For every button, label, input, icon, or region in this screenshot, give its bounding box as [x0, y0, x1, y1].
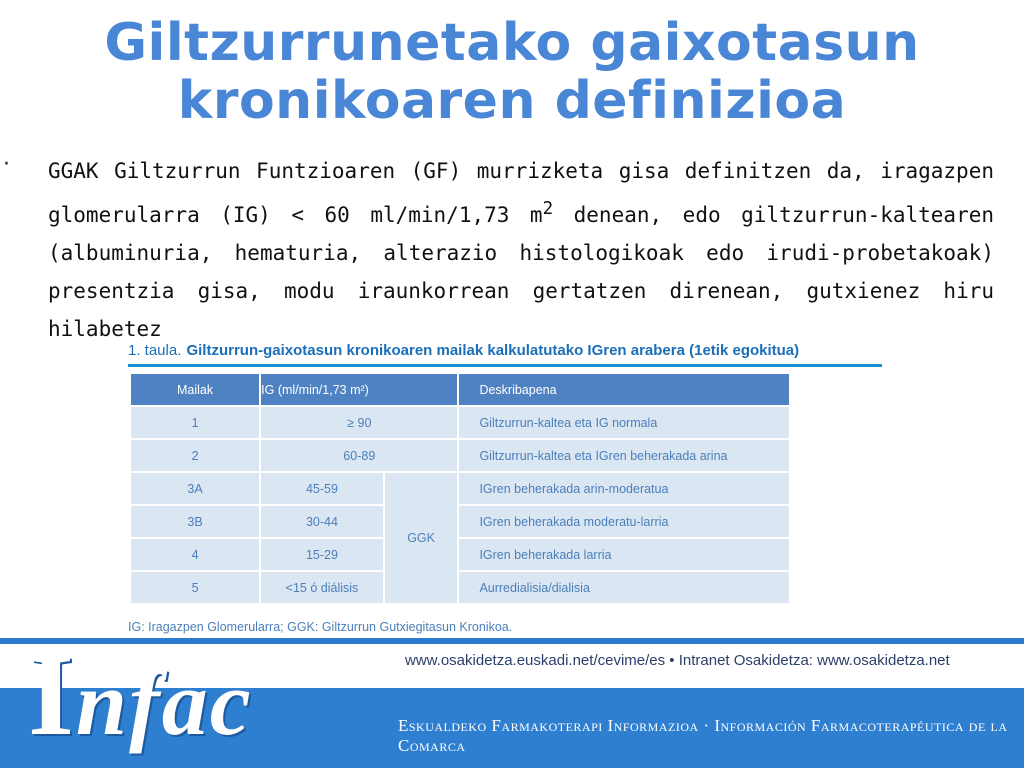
ig-cell: <15 ó diálisis [261, 572, 383, 603]
title-line-1: Giltzurrunetako gaixotasun [104, 13, 920, 73]
grade-cell: 1 [131, 407, 259, 438]
logo-initial: I [28, 629, 76, 760]
slide-title [0, 14, 1024, 130]
table-row [131, 506, 789, 537]
footer-links[interactable]: www.osakidetza.euskadi.net/cevime/es • Intranet Osakidetza: www.osakidetza.net [405, 652, 950, 669]
desc-cell: Giltzurrun-kaltea eta IG normala [459, 407, 789, 438]
bullet-text-part-1: GGAK Giltzurrun Funtzioaren (GF) murrizketa gisa definitzen da, iragazpen glomerularra (IG) < 60 ml/min/1,73 m [48, 159, 994, 227]
header-ig: IG (ml/min/1,73 m²) [261, 374, 457, 405]
table-header-row [131, 374, 789, 405]
bullet-text-part-2: denean, edo giltzurrun-kaltearen (albuminuria, hematuria, alterazio histologikoak edo irudi-probetakoak) presentzia gisa, modu iraunkorrean gertatzen direnean, gutxienez hiru hilabetez [48, 203, 994, 341]
table-row [131, 440, 789, 471]
bullet-superscript: 2 [542, 199, 554, 219]
grades-table [129, 372, 791, 605]
table-caption-text: Giltzurrun-gaixotasun kronikoaren mailak kalkulatutako IGren arabera (1etik egokitua) [186, 342, 800, 359]
grade-cell: 3B [131, 506, 259, 537]
infac-logo [28, 629, 253, 760]
header-deskribapena: Deskribapena [459, 374, 789, 405]
bullet-marker: · [3, 152, 10, 177]
table-row [131, 473, 789, 504]
table-row [131, 539, 789, 570]
desc-cell: Aurredialisia/dialisia [459, 572, 789, 603]
grade-cell: 2 [131, 440, 259, 471]
logo-rest: nfac [75, 652, 253, 754]
desc-cell: Giltzurrun-kaltea eta IGren beherakada arina [459, 440, 789, 471]
table-row [131, 572, 789, 603]
footer-subtitle: Eskualdeko Farmakoterapi Informazioa · Información Farmacoterapéutica de la Comarca [398, 716, 1008, 755]
grade-cell: 4 [131, 539, 259, 570]
ig-cell: 15-29 [261, 539, 383, 570]
ggk-merged-cell: GGK [385, 473, 458, 603]
desc-cell: IGren beherakada moderatu-larria [459, 506, 789, 537]
desc-cell: IGren beherakada larria [459, 539, 789, 570]
ig-cell: 60-89 [261, 440, 457, 471]
ig-cell: 30-44 [261, 506, 383, 537]
table-footnote: IG: Iragazpen Glomerularra; GGK: Giltzurrun Gutxiegitasun Kronikoa. [128, 620, 513, 634]
ig-cell: 45-59 [261, 473, 383, 504]
table-row [131, 407, 789, 438]
bullet-text [48, 152, 994, 348]
grade-cell: 3A [131, 473, 259, 504]
table-caption [128, 340, 882, 367]
desc-cell: IGren beherakada arin-moderatua [459, 473, 789, 504]
ig-cell: ≥ 90 [261, 407, 457, 438]
grade-cell: 5 [131, 572, 259, 603]
header-mailak: Mailak [131, 374, 259, 405]
table-caption-number: 1. taula. [128, 342, 182, 359]
title-line-2: kronikoaren definizioa [177, 71, 847, 131]
